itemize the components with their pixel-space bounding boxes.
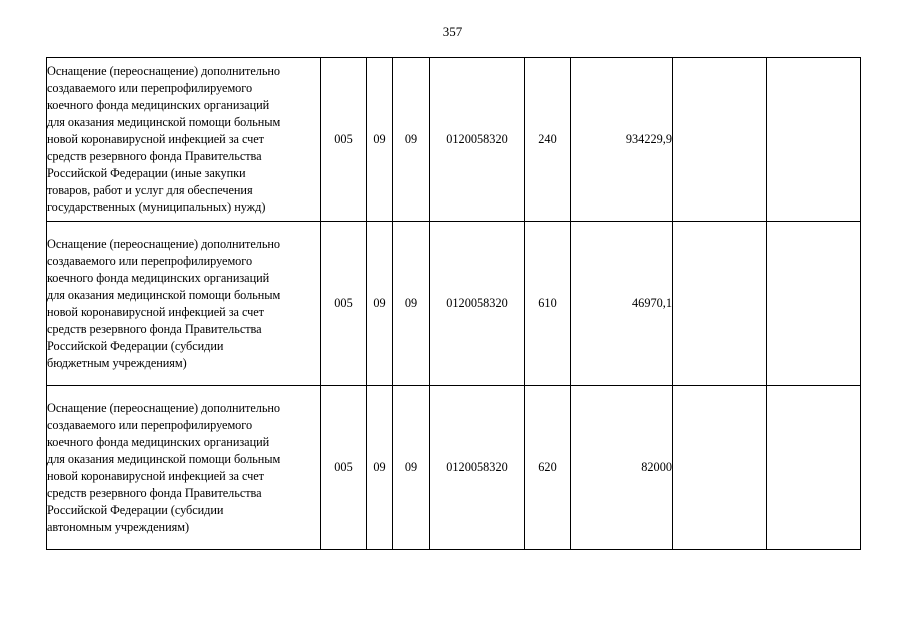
expense-type-code: 240	[525, 58, 571, 222]
table-row	[47, 222, 861, 386]
subsection-code: 09	[393, 58, 430, 222]
section-code: 09	[367, 58, 393, 222]
section-code: 09	[367, 386, 393, 550]
subsection-code: 09	[393, 222, 430, 386]
row-description: Оснащение (переоснащение) дополнительно создаваемого или перепрофилируемого коечного фонда медицинских организаций для оказания медицинской помощи больным новой коронавирусной инфекцией за счет средств резервного фонда Правительства Российской Федерации (субсидии автономным учреждениям)	[47, 386, 321, 550]
expense-type-code: 610	[525, 222, 571, 386]
target-article-code: 0120058320	[430, 58, 525, 222]
target-article-code: 0120058320	[430, 222, 525, 386]
expense-type-code: 620	[525, 386, 571, 550]
empty-cell	[673, 222, 767, 386]
subsection-code: 09	[393, 386, 430, 550]
page-number: 357	[442, 24, 463, 39]
empty-cell	[673, 58, 767, 222]
section-code: 09	[367, 222, 393, 386]
amount-cell: 934229,9	[571, 58, 673, 222]
empty-cell	[767, 58, 861, 222]
table-row	[47, 58, 861, 222]
ministry-code: 005	[321, 58, 367, 222]
ministry-code: 005	[321, 222, 367, 386]
amount-cell: 82000	[571, 386, 673, 550]
empty-cell	[673, 386, 767, 550]
table-row	[47, 386, 861, 550]
row-description: Оснащение (переоснащение) дополнительно создаваемого или перепрофилируемого коечного фонда медицинских организаций для оказания медицинской помощи больным новой коронавирусной инфекцией за счет средств резервного фонда Правительства Российской Федерации (иные закупки товаров, работ и услуг для обеспечения государственных (муниципальных) нужд)	[47, 58, 321, 222]
empty-cell	[767, 386, 861, 550]
empty-cell	[767, 222, 861, 386]
row-description: Оснащение (переоснащение) дополнительно создаваемого или перепрофилируемого коечного фонда медицинских организаций для оказания медицинской помощи больным новой коронавирусной инфекцией за счет средств резервного фонда Правительства Российской Федерации (субсидии бюджетным учреждениям)	[47, 222, 321, 386]
target-article-code: 0120058320	[430, 386, 525, 550]
amount-cell: 46970,1	[571, 222, 673, 386]
ministry-code: 005	[321, 386, 367, 550]
budget-table	[46, 57, 861, 550]
